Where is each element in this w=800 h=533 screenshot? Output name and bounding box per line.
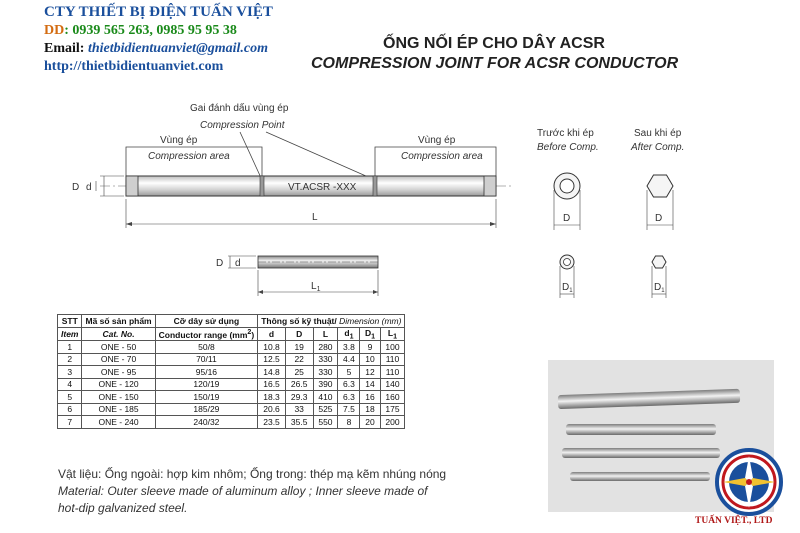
table-cell: 3.8	[338, 341, 360, 354]
dim-d-inner-label: d	[235, 258, 241, 269]
photo-sleeve-3	[562, 448, 720, 458]
table-cell: 19	[285, 341, 313, 354]
material-note-vi: Vật liệu: Ống ngoài: hợp kim nhôm; Ống trong: thép mạ kẽm nhúng nóng	[58, 467, 447, 481]
photo-sleeve-4	[570, 472, 710, 481]
table-cell: 7	[58, 416, 82, 429]
company-name: CTY THIẾT BỊ ĐIỆN TUẤN VIỆT	[44, 4, 273, 20]
table-cell: 175	[380, 403, 405, 416]
company-email	[44, 41, 268, 57]
after-compression-inner-section	[652, 256, 666, 268]
table-cell: 6	[58, 403, 82, 416]
dim-L1-label: $L_1$	[311, 281, 321, 293]
compression-area-right-en: Compression area	[401, 151, 483, 162]
table-cell: 10.8	[258, 341, 286, 354]
header-range: Cỡ dây sử dụng	[155, 315, 258, 328]
phone-value: : 0939 565 263, 0985 95 95 38	[64, 23, 237, 38]
inner-sleeve	[258, 256, 378, 268]
table-cell: ONE - 185	[82, 403, 155, 416]
dim-L-label: L	[312, 212, 318, 223]
before-comp-en: Before Comp.	[537, 142, 599, 153]
header-col-D1: $D_1$	[360, 327, 380, 341]
marker-label-en: Compression Point	[200, 120, 285, 131]
header-col-L: L	[313, 327, 338, 341]
table-row	[58, 378, 405, 391]
table-cell: 10	[360, 353, 380, 366]
brand-name: TUẤN VIỆT., LTD	[695, 516, 773, 526]
table-cell: 23.5	[258, 416, 286, 429]
table-row	[58, 403, 405, 416]
table-cell: ONE - 240	[82, 416, 155, 429]
table-cell: 150/19	[155, 391, 258, 404]
table-cell: 12.5	[258, 353, 286, 366]
technical-drawing	[0, 80, 800, 305]
email-label: Email:	[44, 41, 88, 56]
table-cell: 22	[285, 353, 313, 366]
table-cell: 14	[360, 378, 380, 391]
header-stt: STT	[58, 315, 82, 328]
header-col-D: D	[285, 327, 313, 341]
before-compression-inner-section	[560, 255, 574, 269]
material-note-en-line1: Material: Outer sleeve made of aluminum alloy ; Inner sleeve made of	[58, 484, 428, 498]
after-dim-D: D	[655, 213, 663, 224]
table-cell: ONE - 95	[82, 366, 155, 379]
table-cell: 110	[380, 366, 405, 379]
table-cell: 160	[380, 391, 405, 404]
marker-label-vi: Gai đánh dấu vùng ép	[190, 103, 289, 114]
table-cell: 14.8	[258, 366, 286, 379]
table-cell: 200	[380, 416, 405, 429]
table-cell: 6.3	[338, 391, 360, 404]
table-row	[58, 366, 405, 379]
header-dimension: Thông số kỹ thuật/ Dimension (mm)	[258, 315, 405, 328]
dim-D-inner-label: D	[216, 258, 224, 269]
compression-area-right-vi: Vùng ép	[418, 135, 456, 146]
table-cell: 240/32	[155, 416, 258, 429]
company-phone	[44, 23, 237, 39]
compression-area-left-en: Compression area	[148, 151, 230, 162]
phone-label: DD	[44, 23, 65, 38]
table-cell: 18	[360, 403, 380, 416]
table-cell: 12	[360, 366, 380, 379]
before-compression-outer-section	[554, 173, 580, 199]
header-cat-no: Cat. No.	[82, 327, 155, 341]
header-col-d1: $d_1$	[338, 327, 360, 341]
table-cell: 280	[313, 341, 338, 354]
title-english: COMPRESSION JOINT FOR ACSR CONDUCTOR	[311, 55, 679, 72]
table-cell: ONE - 50	[82, 341, 155, 354]
table-cell: ONE - 70	[82, 353, 155, 366]
table-cell: 7.5	[338, 403, 360, 416]
before-dim-D: D	[563, 213, 571, 224]
table-cell: 100	[380, 341, 405, 354]
table-cell: 16	[360, 391, 380, 404]
company-website-link[interactable]: http://thietbidientuanviet.com	[44, 59, 224, 74]
table-cell: 95/16	[155, 366, 258, 379]
sleeve-engraving: VT.ACSR -XXX	[288, 182, 357, 193]
table-cell: 50/8	[155, 341, 258, 354]
table-cell: 410	[313, 391, 338, 404]
compression-area-left-vi: Vùng ép	[160, 135, 198, 146]
after-compression-outer-section	[647, 175, 673, 197]
table-cell: 4.4	[338, 353, 360, 366]
after-comp-vi: Sau khi ép	[634, 128, 682, 139]
header-col-L1: $L_1$	[380, 327, 405, 341]
table-row	[58, 341, 405, 354]
table-cell: 5	[338, 366, 360, 379]
email-link[interactable]: thietbidientuanviet@gmail.com	[87, 41, 268, 56]
table-cell: 9	[360, 341, 380, 354]
before-dim-D1: $D_1$	[562, 282, 573, 294]
table-cell: 2	[58, 353, 82, 366]
table-cell: 550	[313, 416, 338, 429]
table-cell: 20.6	[258, 403, 286, 416]
table-cell: 8	[338, 416, 360, 429]
table-cell: 70/11	[155, 353, 258, 366]
table-cell: 110	[380, 353, 405, 366]
compass-logo-icon	[712, 448, 786, 516]
after-dim-D1: $D_1$	[654, 282, 665, 294]
table-cell: 120/19	[155, 378, 258, 391]
table-cell: 140	[380, 378, 405, 391]
table-cell: 25	[285, 366, 313, 379]
material-note-en-line2: hot-dip galvanized steel.	[58, 501, 188, 515]
table-row	[58, 416, 405, 429]
table-cell: 5	[58, 391, 82, 404]
specification-table	[57, 314, 405, 429]
header-conductor-range: Conductor range $(mm^2)$	[155, 327, 258, 341]
dim-d-label: d	[86, 182, 92, 193]
table-cell: 4	[58, 378, 82, 391]
table-cell: 390	[313, 378, 338, 391]
table-cell: 185/29	[155, 403, 258, 416]
table-cell: ONE - 150	[82, 391, 155, 404]
after-comp-en: After Comp.	[631, 142, 685, 153]
table-cell: 3	[58, 366, 82, 379]
photo-sleeve-2	[566, 424, 716, 435]
table-cell: 35.5	[285, 416, 313, 429]
table-cell: 525	[313, 403, 338, 416]
table-cell: 20	[360, 416, 380, 429]
table-cell: 1	[58, 341, 82, 354]
before-comp-vi: Trước khi ép	[537, 128, 594, 139]
table-cell: 330	[313, 353, 338, 366]
table-row	[58, 353, 405, 366]
header-item: Item	[58, 327, 82, 341]
table-cell: 330	[313, 366, 338, 379]
table-cell: 26.5	[285, 378, 313, 391]
header-col-d: d	[258, 327, 286, 341]
table-row	[58, 391, 405, 404]
table-cell: 16.5	[258, 378, 286, 391]
table-cell: 6.3	[338, 378, 360, 391]
title-vietnamese: ỐNG NỐI ÉP CHO DÂY ACSR	[383, 35, 605, 52]
table-cell: 33	[285, 403, 313, 416]
header-code: Mã số sản phẩm	[82, 315, 155, 328]
table-cell: 18.3	[258, 391, 286, 404]
table-cell: ONE - 120	[82, 378, 155, 391]
dim-D-label: D	[72, 182, 80, 193]
table-cell: 29.3	[285, 391, 313, 404]
